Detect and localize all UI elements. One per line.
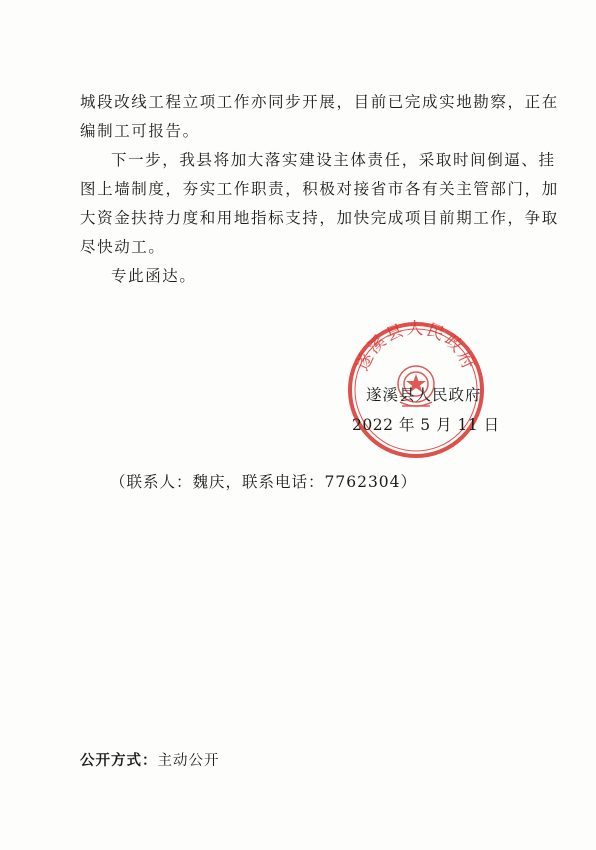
disclosure-value: 主动公开 [157, 753, 220, 769]
letter-body [80, 88, 559, 291]
svg-text:遂溪县人民政府: 遂溪县人民政府 [352, 320, 480, 374]
text-line: 编制工可报告。 [80, 122, 200, 140]
disclosure-method [80, 749, 220, 770]
paragraph-closing [80, 262, 520, 291]
disclosure-label: 公开方式： [80, 753, 158, 769]
signature-date: 2022 年 5 月 11 日 [352, 416, 500, 434]
paragraph-next-steps [80, 146, 559, 262]
text-line: 城段改线工程立项工作亦同步开展，目前已完成实地勘察，正在 [80, 93, 559, 111]
text-line: 大资金扶持力度和用地指标支持，加快完成项目前期工作，争取 [80, 209, 559, 227]
text-line: 尽快动工。 [80, 238, 166, 256]
text-line: 图上墙制度，夯实工作职责，积极对接省市各有关主管部门，加 [80, 180, 559, 198]
paragraph-progress [80, 88, 559, 146]
closing-line: 专此函达。 [111, 267, 197, 285]
contact-info: （联系人：魏庆，联系电话：7762304） [110, 473, 418, 491]
signature-organization: 遂溪县人民政府 [366, 386, 482, 404]
text-line: 下一步，我县将加大落实建设主体责任，采取时间倒逼、挂 [111, 151, 556, 169]
